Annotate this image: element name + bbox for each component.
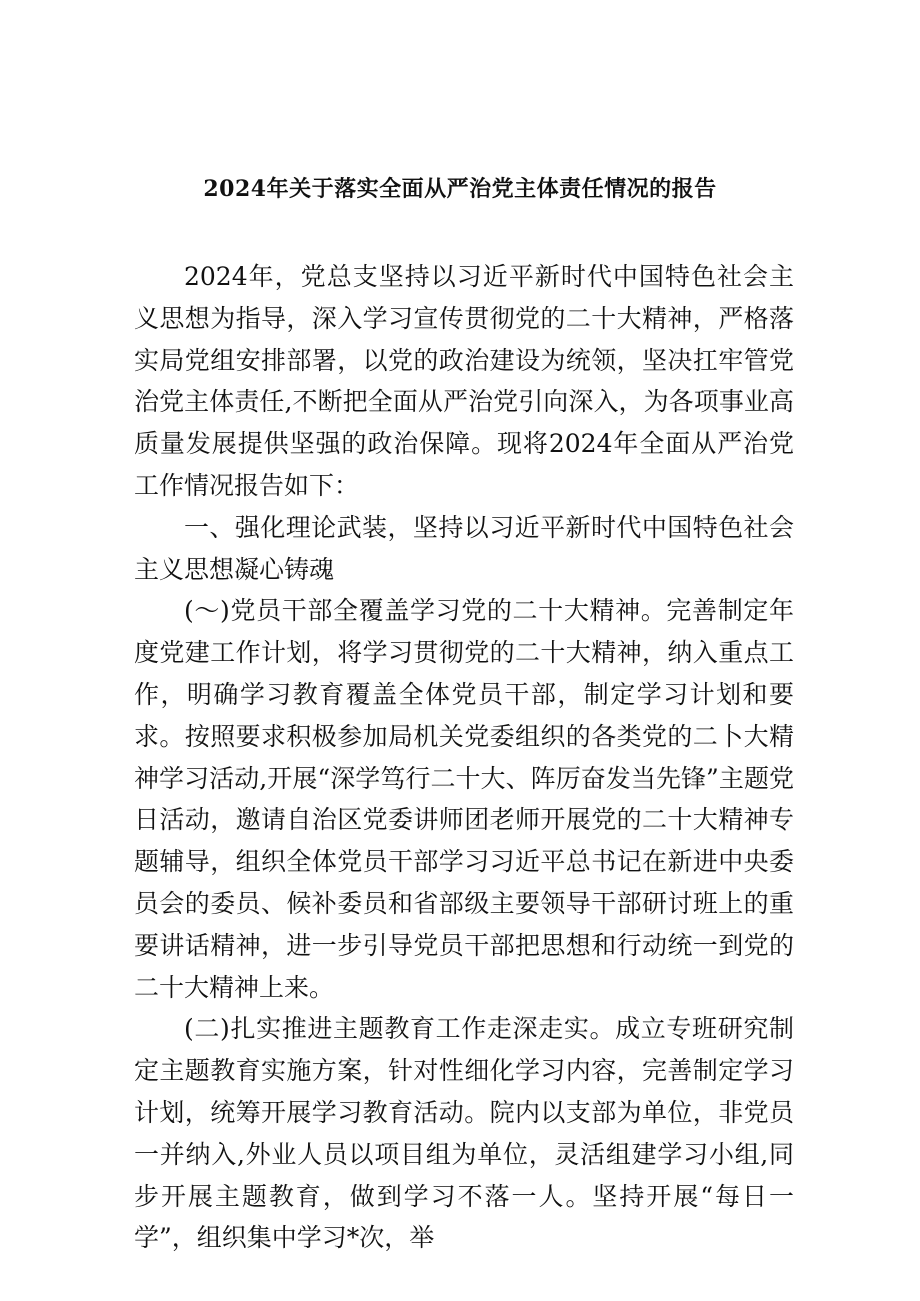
intro-paragraph: 2024年，党总支坚持以习近平新时代中国特色社会主义思想为指导，深入学习宣传贯彻党的二十大精神，严格落实局党组安排部署，以党的政治建设为统领，坚决扛牢管党治党主体责任,不断把全面从严治党引向深入，为各项事业高质量发展提供坚强的政治保障。现将2024年全面从严治党工作情况报告如下：: [134, 262, 794, 500]
document-title: 2024年关于落实全面从严治党主体责任情况的报告: [203, 176, 717, 202]
subsection-paragraph-2: (二)扎实推进主题教育工作走深走实。成立专班研究制定主题教育实施方案，针对性细化学习内容，完善制定学习计划，统筹开展学习教育活动。院内以支部为单位，非党员一并纳入,外业人员以项目组为单位，灵活组建学习小组,同步开展主题教育，做到学习不落一人。坚持开展“每日一学”，组织集中学习*次，举: [134, 1014, 794, 1253]
section-heading-1: 一、强化理论武装，坚持以习近平新时代中国特色社会主义思想凝心铸魂: [134, 512, 794, 584]
subsection-paragraph-1: (〜)党员干部全覆盖学习党的二十大精神。完善制定年度党建工作计划，将学习贯彻党的二十大精神，纳入重点工作，明确学习教育覆盖全体党员干部，制定学习计划和要求。按照要求积极参加局机关党委组织的各类党的二卜大精神学习活动,开展“深学笃行二十大、阵厉奋发当先锋”主题党日活动，邀请自治区党委讲师团老师开展党的二十大精神专题辅导，组织全体党员干部学习习近平总书记在新进中央委员会的委员、候补委员和省部级主要领导干部研讨班上的重要讲话精神，进一步引导党员干部把思想和行动统一到党的二十大精神上来。: [134, 596, 794, 1002]
document-body: [134, 256, 794, 1259]
